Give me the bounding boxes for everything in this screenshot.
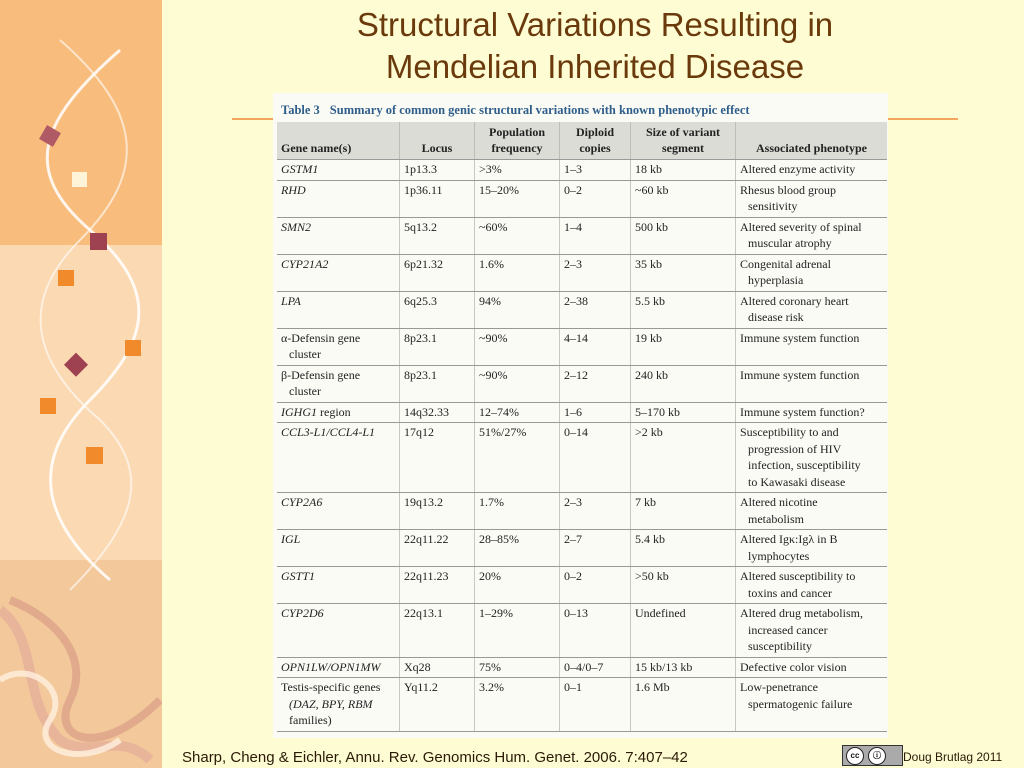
diploid-cell: 0–4/0–7 bbox=[560, 657, 631, 678]
title-line-2: Mendelian Inherited Disease bbox=[385, 48, 805, 85]
column-header-phenotype: Associated phenotype bbox=[736, 122, 888, 160]
gene-name-cell bbox=[277, 328, 400, 365]
phenotype-line: Altered enzyme activity bbox=[740, 162, 856, 176]
gene-name: IGHG1 bbox=[281, 404, 317, 419]
creative-commons-icon: cc bbox=[846, 747, 864, 765]
phenotype-cell bbox=[736, 365, 888, 402]
table-row bbox=[277, 328, 887, 365]
frequency-cell: 1.7% bbox=[475, 493, 560, 530]
slide-title bbox=[170, 4, 1020, 88]
title-line-1: Structural Variations Resulting in bbox=[356, 6, 834, 43]
diploid-cell: 1–4 bbox=[560, 217, 631, 254]
gene-name: SMN2 bbox=[281, 219, 311, 234]
table-row bbox=[277, 402, 887, 423]
table-header-row bbox=[277, 122, 887, 160]
frequency-cell: 12–74% bbox=[475, 402, 560, 423]
diploid-cell: 1–3 bbox=[560, 160, 631, 181]
phenotype-line: Altered susceptibility to bbox=[740, 569, 856, 583]
locus-cell: 8p23.1 bbox=[400, 328, 475, 365]
table-row bbox=[277, 530, 887, 567]
size-cell: 1.6 Mb bbox=[631, 678, 736, 732]
locus-cell: 6q25.3 bbox=[400, 291, 475, 328]
phenotype-line: lymphocytes bbox=[748, 548, 810, 563]
dna-helix-decoration bbox=[0, 0, 162, 768]
gene-name-cell bbox=[277, 657, 400, 678]
frequency-cell: ~90% bbox=[475, 328, 560, 365]
phenotype-cell bbox=[736, 657, 888, 678]
phenotype-cell bbox=[736, 678, 888, 732]
square-marker bbox=[58, 270, 74, 286]
frequency-cell: 1.6% bbox=[475, 254, 560, 291]
diploid-cell: 0–13 bbox=[560, 604, 631, 658]
diploid-cell: 2–3 bbox=[560, 493, 631, 530]
table-row bbox=[277, 657, 887, 678]
phenotype-line: disease risk bbox=[748, 310, 804, 324]
locus-cell: Yq11.2 bbox=[400, 678, 475, 732]
size-cell: 5–170 kb bbox=[631, 402, 736, 423]
table-row bbox=[277, 493, 887, 530]
square-marker bbox=[86, 447, 103, 464]
gene-name-continuation: cluster bbox=[289, 384, 321, 398]
size-cell: 240 kb bbox=[631, 365, 736, 402]
square-marker bbox=[72, 172, 87, 187]
frequency-cell: 51%/27% bbox=[475, 423, 560, 493]
gene-name-cell bbox=[277, 254, 400, 291]
locus-cell: 14q32.33 bbox=[400, 402, 475, 423]
diploid-cell: 2–12 bbox=[560, 365, 631, 402]
phenotype-cell bbox=[736, 328, 888, 365]
square-marker bbox=[90, 233, 107, 250]
locus-cell: 1p13.3 bbox=[400, 160, 475, 181]
size-cell: 5.4 kb bbox=[631, 530, 736, 567]
gene-name-continuation: families) bbox=[289, 713, 332, 727]
frequency-cell: ~60% bbox=[475, 217, 560, 254]
table-row bbox=[277, 180, 887, 217]
phenotype-line: toxins and cancer bbox=[748, 585, 832, 600]
gene-name: OPN1LW/OPN1MW bbox=[281, 659, 381, 674]
gene-name: CCL3-L1/CCL4-L1 bbox=[281, 425, 376, 439]
phenotype-line: to Kawasaki disease bbox=[748, 474, 846, 489]
phenotype-line: Altered Igκ:Igλ in B bbox=[740, 532, 838, 546]
size-cell: 5.5 kb bbox=[631, 291, 736, 328]
phenotype-line: Immune system function? bbox=[740, 404, 865, 419]
size-cell: 18 kb bbox=[631, 160, 736, 181]
diploid-cell: 0–14 bbox=[560, 423, 631, 493]
gene-name: IGL bbox=[281, 532, 301, 546]
frequency-cell: 3.2% bbox=[475, 678, 560, 732]
diploid-cell: 2–7 bbox=[560, 530, 631, 567]
phenotype-line: sensitivity bbox=[748, 199, 798, 213]
gene-name-cell bbox=[277, 180, 400, 217]
phenotype-line: Defective color vision bbox=[740, 659, 847, 674]
table-row bbox=[277, 678, 887, 732]
gene-name: CYP2A6 bbox=[281, 495, 323, 509]
gene-name: CYP21A2 bbox=[281, 256, 329, 271]
phenotype-line: Immune system function bbox=[740, 367, 860, 382]
phenotype-cell bbox=[736, 423, 888, 493]
square-marker bbox=[125, 340, 141, 356]
table-row bbox=[277, 254, 887, 291]
diploid-cell: 2–38 bbox=[560, 291, 631, 328]
table-row bbox=[277, 567, 887, 604]
table-caption-text: Summary of common genic structural variations with known phenotypic effect bbox=[329, 103, 750, 117]
phenotype-line: hyperplasia bbox=[748, 273, 804, 287]
locus-cell: 22q13.1 bbox=[400, 604, 475, 658]
gene-name: LPA bbox=[281, 293, 301, 308]
table-image bbox=[273, 93, 888, 738]
gene-name: α-Defensin gene bbox=[281, 330, 361, 345]
gene-name-cell bbox=[277, 291, 400, 328]
title-rule-right bbox=[888, 118, 958, 120]
table-caption-label: Table 3 bbox=[281, 103, 320, 117]
column-header-diploid: Diploid copies bbox=[560, 122, 631, 160]
gene-name-suffix: region bbox=[317, 404, 351, 419]
phenotype-cell bbox=[736, 254, 888, 291]
table-row bbox=[277, 365, 887, 402]
diploid-cell: 0–1 bbox=[560, 678, 631, 732]
size-cell: 15 kb/13 kb bbox=[631, 657, 736, 678]
phenotype-line: progression of HIV bbox=[748, 441, 842, 456]
diploid-cell: 4–14 bbox=[560, 328, 631, 365]
square-marker bbox=[40, 398, 56, 414]
gene-name-cell bbox=[277, 365, 400, 402]
gene-name-continuation: cluster bbox=[289, 347, 321, 361]
table-caption bbox=[281, 103, 750, 118]
table-row bbox=[277, 604, 887, 658]
locus-cell: 8p23.1 bbox=[400, 365, 475, 402]
gene-name: Testis-specific genes bbox=[281, 680, 381, 694]
column-header-size: Size of variant segment bbox=[631, 122, 736, 160]
locus-cell: 5q13.2 bbox=[400, 217, 475, 254]
locus-cell: 6p21.32 bbox=[400, 254, 475, 291]
phenotype-line: increased cancer bbox=[748, 622, 828, 637]
phenotype-cell bbox=[736, 567, 888, 604]
title-rule-left bbox=[232, 118, 274, 120]
phenotype-line: susceptibility bbox=[748, 639, 812, 653]
gene-name-cell bbox=[277, 217, 400, 254]
phenotype-cell bbox=[736, 291, 888, 328]
table-row bbox=[277, 423, 887, 493]
table-row bbox=[277, 291, 887, 328]
gene-name-cell bbox=[277, 402, 400, 423]
frequency-cell: 1–29% bbox=[475, 604, 560, 658]
phenotype-line: Low-penetrance bbox=[740, 680, 818, 694]
gene-name-cell bbox=[277, 493, 400, 530]
column-header-frequency: Population frequency bbox=[475, 122, 560, 160]
table-row bbox=[277, 160, 887, 181]
gene-name: β-Defensin gene bbox=[281, 367, 361, 382]
gene-name-cell bbox=[277, 604, 400, 658]
citation: Sharp, Cheng & Eichler, Annu. Rev. Genomics Hum. Genet. 2006. 7:407–42 bbox=[182, 749, 688, 766]
size-cell: 19 kb bbox=[631, 328, 736, 365]
phenotype-cell bbox=[736, 493, 888, 530]
frequency-cell: >3% bbox=[475, 160, 560, 181]
size-cell: >2 kb bbox=[631, 423, 736, 493]
phenotype-line: Altered coronary heart bbox=[740, 293, 849, 308]
square-marker bbox=[39, 125, 61, 147]
license-badge bbox=[842, 745, 903, 766]
phenotype-line: metabolism bbox=[748, 511, 804, 526]
locus-cell: 1p36.11 bbox=[400, 180, 475, 217]
phenotype-line: Susceptibility to and bbox=[740, 425, 839, 439]
gene-name: GSTM1 bbox=[281, 162, 319, 176]
column-header-locus: Locus bbox=[400, 122, 475, 160]
frequency-cell: 75% bbox=[475, 657, 560, 678]
size-cell: >50 kb bbox=[631, 567, 736, 604]
gene-name-cell bbox=[277, 423, 400, 493]
table-body bbox=[277, 160, 887, 732]
gene-name-cell bbox=[277, 567, 400, 604]
phenotype-cell bbox=[736, 217, 888, 254]
phenotype-line: muscular atrophy bbox=[748, 236, 832, 250]
gene-name-cell bbox=[277, 530, 400, 567]
phenotype-line: spermatogenic failure bbox=[748, 696, 853, 711]
square-marker bbox=[64, 353, 88, 377]
phenotype-line: infection, susceptibility bbox=[748, 458, 861, 472]
frequency-cell: 94% bbox=[475, 291, 560, 328]
column-header-gene: Gene name(s) bbox=[277, 122, 400, 160]
attribution-icon: ⓘ bbox=[868, 747, 886, 765]
phenotype-cell bbox=[736, 160, 888, 181]
locus-cell: 22q11.23 bbox=[400, 567, 475, 604]
phenotype-line: Congenital adrenal bbox=[740, 256, 831, 271]
size-cell: ~60 kb bbox=[631, 180, 736, 217]
diploid-cell: 0–2 bbox=[560, 567, 631, 604]
diploid-cell: 0–2 bbox=[560, 180, 631, 217]
gene-name-continuation: (DAZ, BPY, RBM bbox=[289, 696, 373, 711]
locus-cell: 19q13.2 bbox=[400, 493, 475, 530]
size-cell: 7 kb bbox=[631, 493, 736, 530]
frequency-cell: 28–85% bbox=[475, 530, 560, 567]
table-row bbox=[277, 217, 887, 254]
locus-cell: 22q11.22 bbox=[400, 530, 475, 567]
diploid-cell: 2–3 bbox=[560, 254, 631, 291]
diploid-cell: 1–6 bbox=[560, 402, 631, 423]
phenotype-cell bbox=[736, 604, 888, 658]
frequency-cell: 20% bbox=[475, 567, 560, 604]
left-decoration-band bbox=[0, 0, 162, 768]
phenotype-cell bbox=[736, 530, 888, 567]
gene-name: CYP2D6 bbox=[281, 606, 324, 620]
phenotype-line: Altered nicotine bbox=[740, 495, 818, 509]
phenotype-cell bbox=[736, 402, 888, 423]
author-credit: Doug Brutlag 2011 bbox=[903, 750, 1003, 764]
gene-name-cell bbox=[277, 160, 400, 181]
size-cell: 500 kb bbox=[631, 217, 736, 254]
size-cell: 35 kb bbox=[631, 254, 736, 291]
gene-name: GSTT1 bbox=[281, 569, 316, 583]
gene-name: RHD bbox=[281, 182, 306, 197]
gene-name-cell bbox=[277, 678, 400, 732]
phenotype-cell bbox=[736, 180, 888, 217]
phenotype-line: Immune system function bbox=[740, 330, 860, 345]
frequency-cell: 15–20% bbox=[475, 180, 560, 217]
structural-variation-table bbox=[277, 122, 887, 732]
phenotype-line: Altered drug metabolism, bbox=[740, 606, 863, 620]
locus-cell: 17q12 bbox=[400, 423, 475, 493]
phenotype-line: Altered severity of spinal bbox=[740, 219, 862, 234]
phenotype-line: Rhesus blood group bbox=[740, 182, 836, 197]
locus-cell: Xq28 bbox=[400, 657, 475, 678]
size-cell: Undefined bbox=[631, 604, 736, 658]
frequency-cell: ~90% bbox=[475, 365, 560, 402]
